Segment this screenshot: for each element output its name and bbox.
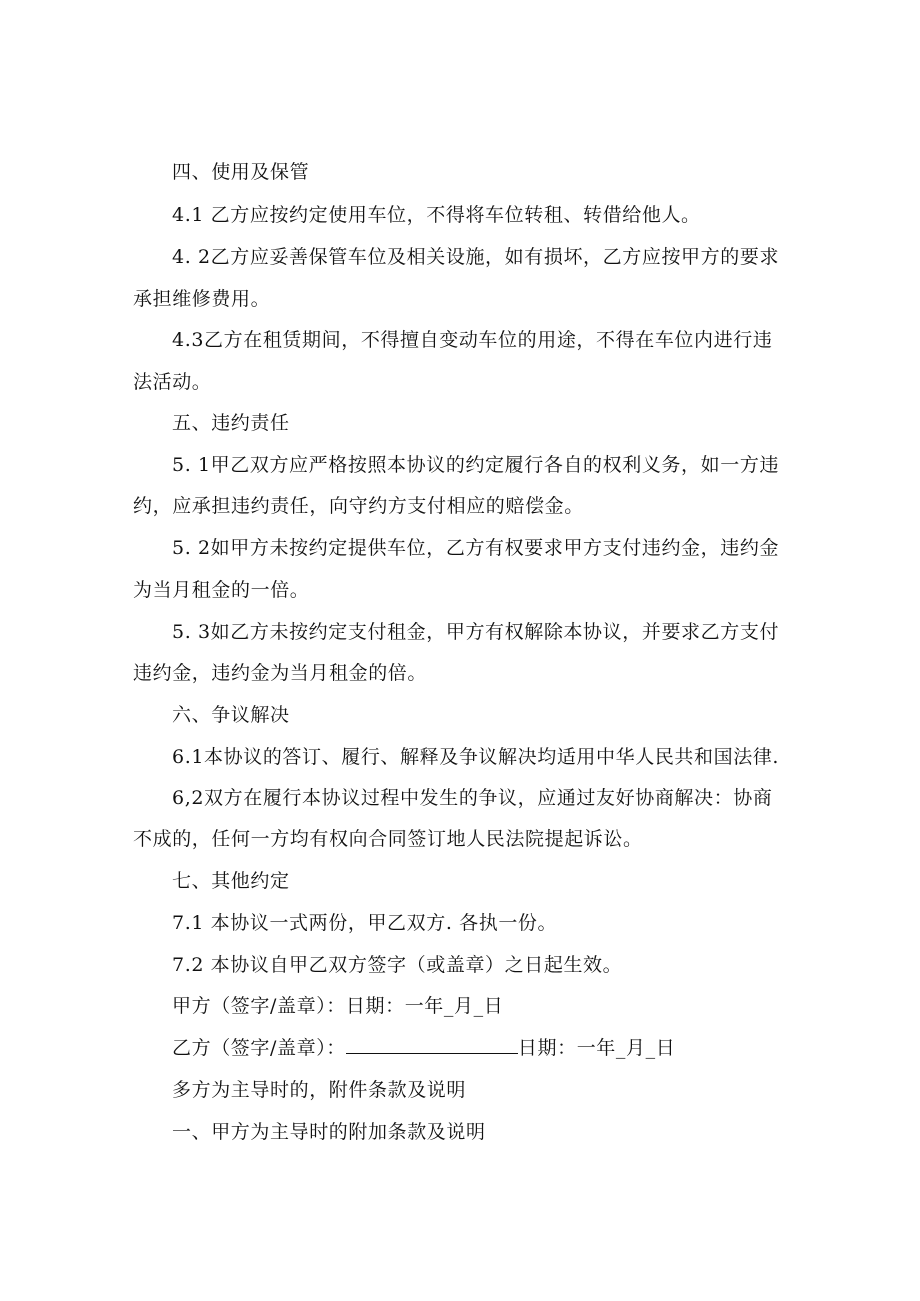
annex-intro: 多方为主导时的，附件条款及说明 — [172, 1079, 467, 1101]
signature-party-b — [172, 1036, 675, 1060]
section-7-heading: 七、其他约定 — [172, 870, 290, 892]
clause-5-1-line-2: 约，应承担违约责任，向守约方支付相应的赔偿金。 — [133, 495, 584, 517]
clause-5-1-line-1: 5. 1甲乙双方应严格按照本协议的约定履行各自的权利义务，如一方违 — [172, 454, 780, 476]
annex-title: 一、甲方为主导时的附加条款及说明 — [172, 1121, 486, 1143]
clause-5-2-line-1: 5. 2如甲方未按约定提供车位，乙方有权要求甲方支付违约金，违约金 — [172, 537, 780, 559]
signature-blank-line — [346, 1036, 518, 1054]
signature-party-b-date: 日期：一年_月_日 — [517, 1037, 676, 1059]
clause-5-2-line-2: 为当月租金的一倍。 — [133, 579, 310, 601]
signature-party-a: 甲方（签字/盖章）：日期：一年_月_日 — [172, 995, 504, 1017]
signature-party-b-label: 乙方（签字/盖章）： — [172, 1037, 346, 1059]
clause-5-3-line-2: 违约金，违约金为当月租金的倍。 — [133, 662, 428, 684]
clause-6-2-line-2: 不成的，任何一方均有权向合同签订地人民法院提起诉讼。 — [133, 828, 643, 850]
section-6-heading: 六、争议解决 — [172, 704, 290, 726]
clause-6-2-line-1: 6,2双方在履行本协议过程中发生的争议，应通过友好协商解决：协商 — [172, 787, 773, 809]
clause-5-3-line-1: 5. 3如乙方未按约定支付租金，甲方有权解除本协议，并要求乙方支付 — [172, 621, 780, 643]
clause-6-1: 6.1本协议的答订、履行、解释及争议解决均适用中华人民共和国法律. — [172, 746, 780, 768]
clause-7-2: 7.2 本协议自甲乙双方签字（或盖章）之日起生效。 — [172, 954, 623, 976]
section-4-heading: 四、使用及保管 — [172, 161, 310, 183]
clause-4-1: 4.1 乙方应按约定使用车位，不得将车位转租、转借给他人。 — [172, 204, 701, 226]
clause-4-3-line-2: 法活动。 — [133, 371, 212, 393]
clause-7-1: 7.1 本协议一式两份，甲乙双方. 各执一份。 — [172, 912, 558, 934]
clause-4-2-line-2: 承担维修费用。 — [133, 288, 271, 310]
section-5-heading: 五、违约责任 — [172, 412, 290, 434]
clause-4-2-line-1: 4. 2乙方应妥善保管车位及相关设施，如有损坏，乙方应按甲方的要求 — [172, 246, 780, 268]
clause-4-3-line-1: 4.3乙方在租赁期间，不得擅自变动车位的用途，不得在车位内进行违 — [172, 329, 773, 351]
